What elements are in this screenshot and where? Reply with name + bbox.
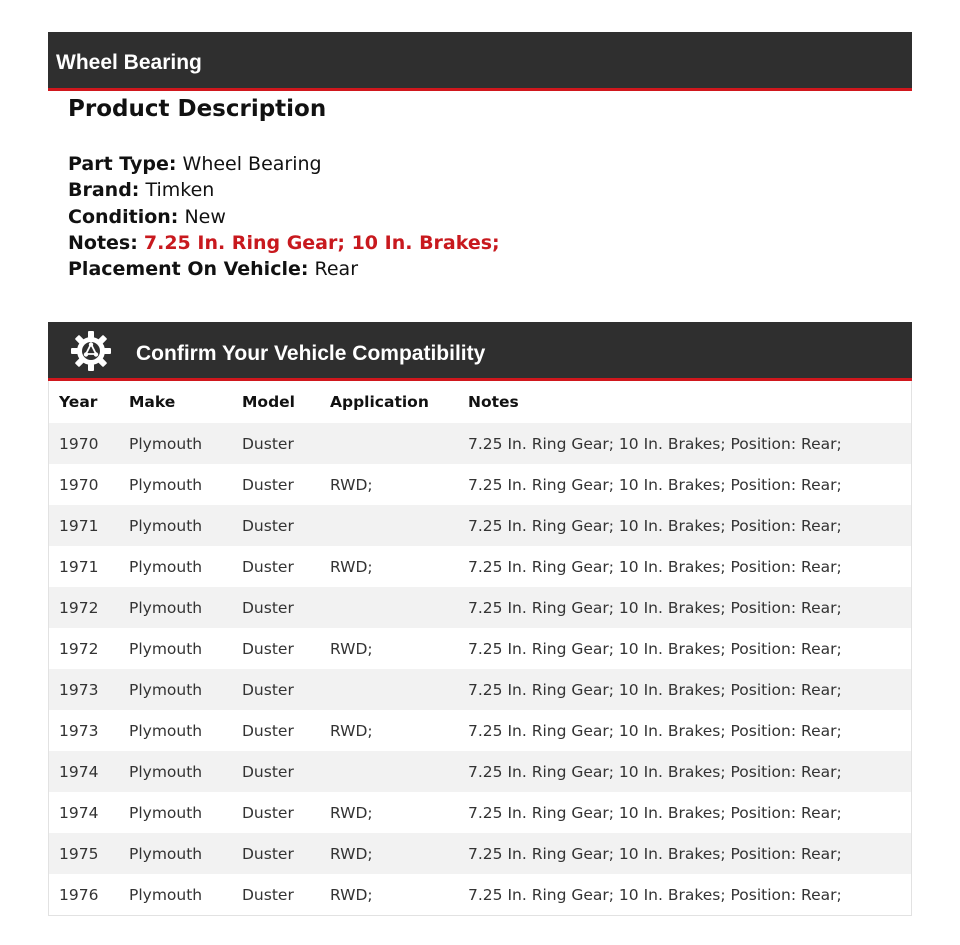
- table-row: [49, 792, 911, 833]
- cell-model: Duster: [242, 434, 294, 453]
- compatibility-table: [49, 381, 911, 915]
- spec-line: [68, 177, 500, 203]
- cell-model: Duster: [242, 721, 294, 740]
- gear-car-icon: [70, 330, 112, 372]
- product-title-bar: [48, 32, 912, 91]
- cell-model: Duster: [242, 762, 294, 781]
- cell-application: RWD;: [330, 803, 373, 822]
- table-row: [49, 546, 911, 587]
- cell-application: RWD;: [330, 885, 373, 904]
- cell-make: Plymouth: [129, 434, 203, 453]
- table-row: [49, 833, 911, 874]
- spec-line: [68, 256, 500, 282]
- spec-label: Part Type:: [68, 153, 177, 175]
- cell-application: RWD;: [330, 475, 373, 494]
- cell-make: Plymouth: [129, 762, 203, 781]
- product-specs: [68, 151, 500, 282]
- cell-model: Duster: [242, 803, 294, 822]
- cell-application: [320, 423, 458, 464]
- cell-notes: 7.25 In. Ring Gear; 10 In. Brakes; Position: Rear;: [468, 762, 842, 781]
- spec-line: [68, 151, 500, 177]
- cell-notes: 7.25 In. Ring Gear; 10 In. Brakes; Position: Rear;: [468, 598, 842, 617]
- compatibility-table-container: [48, 381, 912, 916]
- table-row: [49, 874, 911, 915]
- spec-value: Wheel Bearing: [182, 153, 322, 175]
- cell-application: RWD;: [330, 639, 373, 658]
- table-row: [49, 669, 911, 710]
- cell-year: 1973: [59, 680, 99, 699]
- cell-model: Duster: [242, 885, 294, 904]
- cell-application: [320, 505, 458, 546]
- cell-make: Plymouth: [129, 598, 203, 617]
- column-header-model: Model: [242, 393, 295, 411]
- cell-make: Plymouth: [129, 516, 203, 535]
- cell-year: 1973: [59, 721, 99, 740]
- cell-make: Plymouth: [129, 844, 203, 863]
- cell-make: Plymouth: [129, 803, 203, 822]
- cell-notes: 7.25 In. Ring Gear; 10 In. Brakes; Position: Rear;: [468, 557, 842, 576]
- column-header-notes: Notes: [468, 393, 519, 411]
- table-row: [49, 464, 911, 505]
- cell-make: Plymouth: [129, 557, 203, 576]
- column-header-make: Make: [129, 393, 176, 411]
- table-row: [49, 505, 911, 546]
- spec-label: Condition:: [68, 205, 179, 228]
- spec-value: New: [184, 205, 226, 228]
- table-row: [49, 423, 911, 464]
- cell-application: [320, 669, 458, 710]
- compatibility-header-bar: [48, 322, 912, 381]
- product-description-heading: Product Description: [68, 96, 327, 122]
- cell-notes: 7.25 In. Ring Gear; 10 In. Brakes; Position: Rear;: [468, 803, 842, 822]
- spec-value: Timken: [145, 179, 215, 202]
- cell-year: 1974: [59, 762, 99, 781]
- cell-year: 1970: [59, 434, 99, 453]
- cell-make: Plymouth: [129, 639, 203, 658]
- cell-year: 1974: [59, 803, 99, 822]
- cell-year: 1970: [59, 475, 99, 494]
- cell-year: 1972: [59, 598, 99, 617]
- cell-year: 1975: [59, 844, 99, 863]
- cell-year: 1976: [59, 885, 99, 904]
- cell-application: [320, 587, 458, 628]
- cell-year: 1971: [59, 516, 99, 535]
- cell-notes: 7.25 In. Ring Gear; 10 In. Brakes; Position: Rear;: [468, 844, 842, 863]
- spec-line: [68, 230, 500, 256]
- cell-model: Duster: [242, 680, 294, 699]
- cell-notes: 7.25 In. Ring Gear; 10 In. Brakes; Position: Rear;: [468, 680, 842, 699]
- cell-notes: 7.25 In. Ring Gear; 10 In. Brakes; Position: Rear;: [468, 516, 842, 535]
- cell-application: RWD;: [330, 557, 373, 576]
- cell-year: 1971: [59, 557, 99, 576]
- spec-label: Notes:: [68, 231, 138, 254]
- table-row: [49, 751, 911, 792]
- cell-notes: 7.25 In. Ring Gear; 10 In. Brakes; Position: Rear;: [468, 475, 842, 494]
- table-row: [49, 710, 911, 751]
- cell-make: Plymouth: [129, 885, 203, 904]
- cell-model: Duster: [242, 557, 294, 576]
- cell-make: Plymouth: [129, 680, 203, 699]
- cell-model: Duster: [242, 475, 294, 494]
- table-row: [49, 628, 911, 669]
- table-row: [49, 587, 911, 628]
- cell-notes: 7.25 In. Ring Gear; 10 In. Brakes; Position: Rear;: [468, 721, 842, 740]
- cell-application: RWD;: [330, 844, 373, 863]
- product-title: Wheel Bearing: [56, 51, 202, 74]
- cell-make: Plymouth: [129, 721, 203, 740]
- cell-notes: 7.25 In. Ring Gear; 10 In. Brakes; Position: Rear;: [468, 885, 842, 904]
- compatibility-title: Confirm Your Vehicle Compatibility: [136, 342, 486, 365]
- spec-label: Brand:: [68, 179, 140, 202]
- spec-label: Placement On Vehicle:: [68, 258, 309, 281]
- cell-notes: 7.25 In. Ring Gear; 10 In. Brakes; Position: Rear;: [468, 434, 842, 453]
- spec-value: Rear: [314, 258, 359, 281]
- cell-year: 1972: [59, 639, 99, 658]
- column-header-year: Year: [59, 393, 98, 411]
- cell-model: Duster: [242, 844, 294, 863]
- cell-model: Duster: [242, 598, 294, 617]
- cell-notes: 7.25 In. Ring Gear; 10 In. Brakes; Position: Rear;: [468, 639, 842, 658]
- cell-model: Duster: [242, 639, 294, 658]
- cell-make: Plymouth: [129, 475, 203, 494]
- cell-application: RWD;: [330, 721, 373, 740]
- cell-model: Duster: [242, 516, 294, 535]
- column-header-application: Application: [330, 393, 429, 411]
- spec-line: [68, 204, 500, 230]
- cell-application: [320, 751, 458, 792]
- spec-value: 7.25 In. Ring Gear; 10 In. Brakes;: [143, 231, 500, 254]
- table-header-row: [49, 381, 911, 423]
